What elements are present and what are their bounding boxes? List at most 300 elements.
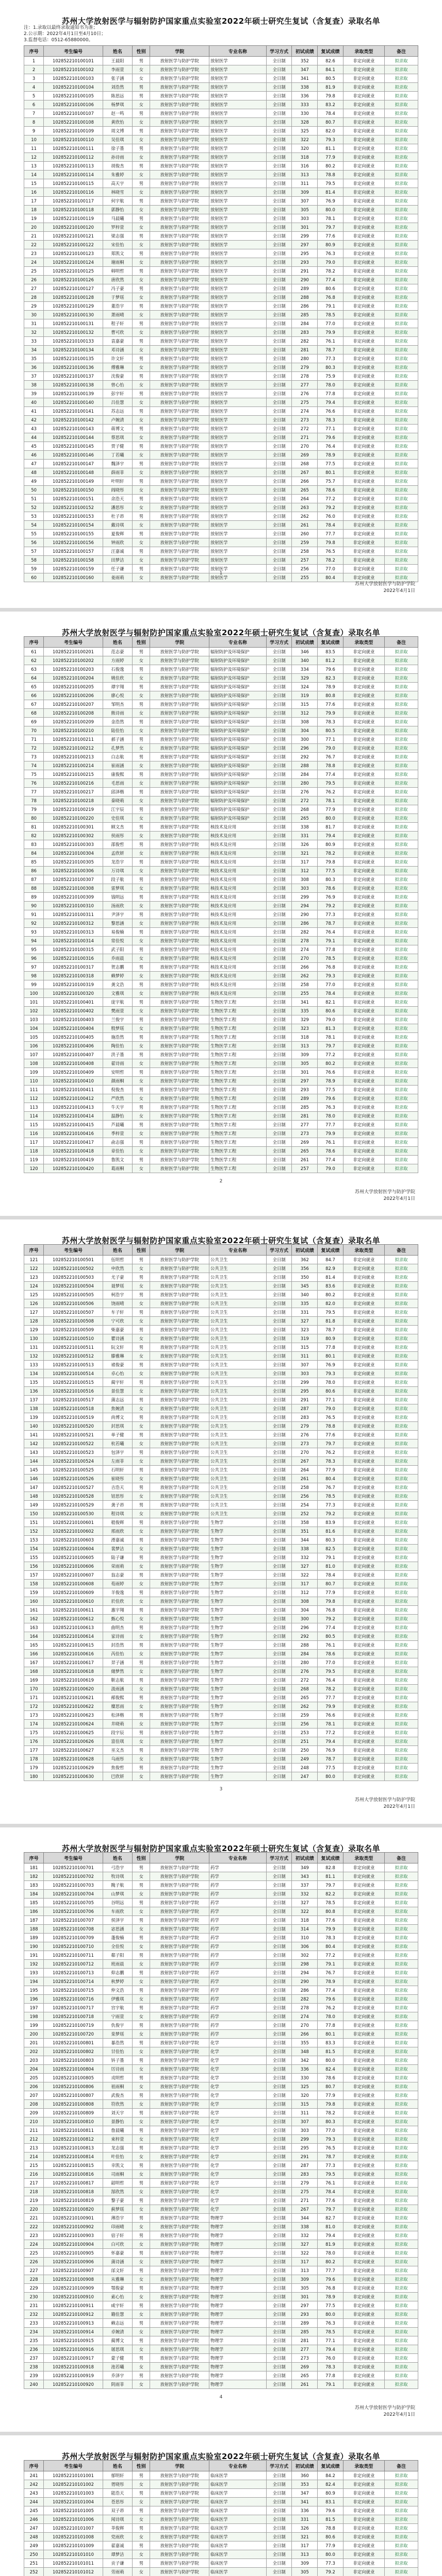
table-cell: 女 [133, 2550, 150, 2559]
table-row [24, 2249, 418, 2258]
table-cell: 放射医学与防护学院 [150, 1632, 209, 1641]
table-cell: 药学 [209, 1916, 267, 1925]
table-cell: 336 [292, 2506, 318, 2515]
table-cell: 非定向就业 [343, 1899, 384, 1907]
table-cell: 77.5 [318, 1086, 343, 1094]
table-cell: 龚文浩 [103, 980, 132, 989]
table-cell: 拟录取 [385, 2039, 418, 2047]
table-cell: 詹晨曦 [103, 2126, 132, 2135]
table-cell: 102852210100622 [44, 1702, 103, 1711]
table-row [24, 188, 418, 197]
table-body [24, 57, 418, 582]
table-cell: 306 [292, 1942, 318, 1951]
table-cell: 核技术及应用 [209, 840, 267, 849]
table-cell: 102852210100126 [44, 276, 103, 284]
table-cell: 290 [292, 910, 318, 919]
table-cell: 褚俊豪 [103, 1361, 132, 1369]
table-cell: 放射医学 [209, 83, 267, 92]
table-cell: 柴嘉豪 [103, 1326, 132, 1334]
table-cell: 放射医学 [209, 565, 267, 573]
table-cell: 102852210100611 [44, 1606, 103, 1615]
table-cell: 男 [133, 214, 150, 223]
table-cell: 非定向就业 [343, 1986, 384, 1995]
column-header: 专业名称 [209, 637, 267, 648]
table-cell: 全日制 [266, 779, 292, 788]
table-cell: 放射医学与防护学院 [150, 2161, 209, 2170]
table-cell: 77.0 [318, 980, 343, 989]
table-cell: 313 [292, 171, 318, 179]
table-cell: 放射医学与防护学院 [150, 972, 209, 980]
table-cell: 78.0 [318, 2012, 343, 2021]
table-cell: 81.9 [318, 83, 343, 92]
table-cell: 非定向就业 [343, 954, 384, 963]
table-row [24, 503, 418, 512]
table-cell: 女 [133, 972, 150, 980]
table-cell: 78.8 [318, 1422, 343, 1431]
table-cell: 全日制 [266, 109, 292, 118]
table-cell: 全日制 [266, 1632, 292, 1641]
table-cell: 非定向就业 [343, 451, 384, 460]
table-cell: 256 [292, 1492, 318, 1501]
table-cell: 77.8 [318, 945, 343, 954]
table-cell: 药学 [209, 1995, 267, 2004]
table-cell: 80.3 [318, 1536, 343, 1545]
table-cell: 145 [24, 1466, 44, 1475]
table-row [24, 451, 418, 460]
table-cell: 188 [24, 1925, 44, 1934]
table-cell: 非定向就业 [343, 1977, 384, 1986]
table-cell: 能浩天 [103, 2489, 132, 2498]
table-cell: 公共卫生 [209, 1396, 267, 1404]
table-cell: 放射医学与防护学院 [150, 1881, 209, 1890]
table-row [24, 223, 418, 232]
table-cell: 公共卫生 [209, 1510, 267, 1518]
table-cell: 放射医学与防护学院 [150, 337, 209, 346]
table-cell: 309 [292, 2275, 318, 2284]
table-cell: 非定向就业 [343, 1890, 384, 1899]
table-cell: 女 [133, 171, 150, 179]
table-cell: 338 [292, 2223, 318, 2231]
table-cell: 273 [292, 416, 318, 425]
table-cell: 非定向就业 [343, 547, 384, 556]
table-cell: 放射医学与防护学院 [150, 92, 209, 100]
table-cell: 非定向就业 [343, 1164, 384, 1173]
table-cell: 319 [292, 1334, 318, 1343]
table-cell: 77.7 [318, 530, 343, 538]
table-cell: 放射医学 [209, 486, 267, 495]
table-cell: 生物学 [209, 1527, 267, 1536]
table-cell: 男 [133, 2266, 150, 2275]
table-cell: 78.3 [318, 1457, 343, 1466]
table-cell: 杜子昂 [103, 512, 132, 521]
table-cell: 放射医学与防护学院 [150, 1907, 209, 1916]
table-cell: 102852210100804 [44, 2065, 103, 2074]
table-cell: 全日制 [266, 1606, 292, 1615]
table-cell: 276 [292, 1667, 318, 1676]
table-cell: 拟录取 [385, 512, 418, 521]
table-cell: 拟录取 [385, 1068, 418, 1077]
table-cell: 102852210100615 [44, 1641, 103, 1650]
table-row [24, 1934, 418, 1942]
table-cell: 322 [292, 2249, 318, 2258]
table-cell: 257 [292, 1164, 318, 1173]
table-cell: 非定向就业 [343, 425, 384, 433]
table-cell: 全日制 [266, 1501, 292, 1510]
table-cell: 102852210100608 [44, 1580, 103, 1588]
table-cell: 69 [24, 718, 44, 726]
table-row [24, 258, 418, 267]
table-cell: 拟录取 [385, 65, 418, 74]
table-cell: 228 [24, 2275, 44, 2284]
table-row [24, 1606, 418, 1615]
table-cell: 化学 [209, 2170, 267, 2179]
table-cell: 非定向就业 [343, 656, 384, 665]
table-cell: 荣雨萌 [103, 1562, 132, 1571]
table-cell: 放射医学与防护学院 [150, 135, 209, 144]
table-row [24, 486, 418, 495]
table-cell: 79 [24, 805, 44, 814]
table-cell: 非定向就业 [343, 2153, 384, 2161]
table-cell: 生物学 [209, 1518, 267, 1527]
table-cell: 徐子墨 [103, 144, 132, 153]
table-cell: 204 [24, 2065, 44, 2074]
table-cell: 102 [24, 1007, 44, 1015]
table-cell: 生物学 [209, 1720, 267, 1728]
table-cell: 81.0 [318, 1562, 343, 1571]
table-row [24, 805, 418, 814]
table-cell: 252 [24, 2568, 44, 2576]
table-cell: 102852210100501 [44, 1256, 103, 1264]
table-cell: 181 [24, 1863, 44, 1872]
table-cell: 266 [292, 477, 318, 486]
table-cell: 102852210100530 [44, 1510, 103, 1518]
table-cell: 77.2 [318, 1728, 343, 1737]
table-row [24, 2144, 418, 2153]
admission-table [24, 1244, 418, 1781]
table-cell: 全日制 [266, 2223, 292, 2231]
table-cell: 81.4 [318, 1273, 343, 1282]
table-cell: 拟录取 [385, 153, 418, 162]
table-cell: 321 [292, 849, 318, 858]
table-cell: 308 [292, 875, 318, 884]
table-cell: 全日制 [266, 1650, 292, 1658]
table-cell: 102852210100918 [44, 2363, 103, 2371]
table-cell: 放射医学 [209, 249, 267, 258]
table-row [24, 2328, 418, 2336]
table-cell: 全日制 [266, 700, 292, 709]
table-cell: 178 [24, 1755, 44, 1764]
table-cell: 全日制 [266, 1658, 292, 1667]
table-cell: 放射医学与防护学院 [150, 477, 209, 486]
table-cell: 非定向就业 [343, 1580, 384, 1588]
table-cell: 76.9 [318, 1746, 343, 1755]
table-cell: 严欣然 [103, 1094, 132, 1103]
table-cell: 292 [292, 1632, 318, 1641]
table-cell: 封浩然 [103, 1641, 132, 1650]
table-cell: 女 [133, 433, 150, 442]
table-cell: 全日制 [266, 232, 292, 241]
table-cell: 放射医学 [209, 57, 267, 65]
table-cell: 297 [292, 1077, 318, 1086]
table-cell: 全日制 [266, 2074, 292, 2082]
table-cell: 265 [292, 1693, 318, 1702]
table-cell: 78 [24, 796, 44, 805]
table-cell: 78.6 [318, 2074, 343, 2082]
table-cell: 62 [24, 656, 44, 665]
table-cell: 非定向就业 [343, 179, 384, 188]
table-cell: 拟录取 [385, 538, 418, 547]
table-cell: 全日制 [266, 910, 292, 919]
table-cell: 放射医学与防护学院 [150, 2135, 209, 2144]
table-cell: 放射医学与防护学院 [150, 1693, 209, 1702]
table-cell: 102852210100812 [44, 2135, 103, 2144]
table-cell: 宁雨萱 [103, 2012, 132, 2021]
table-cell: 80.5 [318, 74, 343, 83]
table-cell: 男 [133, 179, 150, 188]
table-cell: 209 [24, 2109, 44, 2117]
table-cell: 洪子墨 [103, 1050, 132, 1059]
table-cell: 饶雨晴 [103, 1299, 132, 1308]
table-cell: 293 [292, 1086, 318, 1094]
table-row [24, 346, 418, 354]
table-cell: 324 [292, 683, 318, 691]
table-cell: 放射医学与防护学院 [150, 2541, 209, 2550]
table-cell: 95 [24, 945, 44, 954]
table-cell: 放射医学与防护学院 [150, 65, 209, 74]
table-cell: 非定向就业 [343, 1650, 384, 1658]
table-row [24, 691, 418, 700]
table-cell: 270 [292, 2021, 318, 2030]
table-cell: 拟录取 [385, 2489, 418, 2498]
table-cell: 79.5 [318, 2170, 343, 2179]
table-row [24, 1483, 418, 1492]
table-cell: 102852210100813 [44, 2144, 103, 2153]
column-header: 备注 [385, 46, 418, 57]
table-cell: 拟录取 [385, 2205, 418, 2214]
table-cell: 放射医学与防护学院 [150, 2126, 209, 2135]
table-cell: 77.0 [318, 565, 343, 573]
table-cell: 非定向就业 [343, 1448, 384, 1457]
table-cell: 270 [292, 1448, 318, 1457]
table-cell: 102852210100409 [44, 1068, 103, 1077]
table-cell: 102852210101004 [44, 2498, 103, 2506]
table-cell: 80.1 [318, 1352, 343, 1361]
table-cell: 全日制 [266, 1562, 292, 1571]
table-cell: 贾子健 [103, 442, 132, 451]
table-cell: 4 [24, 83, 44, 92]
table-cell: 非定向就业 [343, 2568, 384, 2576]
table-cell: 放射医学与防护学院 [150, 919, 209, 928]
table-cell: 江宇辰 [103, 805, 132, 814]
table-cell: 123 [24, 1273, 44, 1282]
table-cell: 78.4 [318, 989, 343, 998]
table-cell: 拟录取 [385, 1772, 418, 1781]
table-cell: 314 [292, 1925, 318, 1934]
table-cell: 蒲诗涵 [103, 2258, 132, 2266]
table-cell: 生物医学工程 [209, 1059, 267, 1068]
table-cell: 拟录取 [385, 398, 418, 407]
table-row [24, 197, 418, 206]
table-cell: 80.6 [318, 1387, 343, 1396]
table-cell: 309 [292, 2559, 318, 2568]
table-cell: 108 [24, 1059, 44, 1068]
table-cell: 219 [24, 2196, 44, 2205]
table-cell: 段子航 [103, 875, 132, 884]
table-cell: 96 [24, 954, 44, 963]
table-cell: 放射医学与防护学院 [150, 1475, 209, 1483]
table-cell: 77.0 [318, 1658, 343, 1667]
table-cell: 班雨晨 [103, 1960, 132, 1969]
table-cell: 102852210100310 [44, 902, 103, 910]
table-cell: 102852210100103 [44, 74, 103, 83]
column-header: 专业名称 [209, 46, 267, 57]
table-cell: 78.6 [318, 884, 343, 893]
table-cell: 102852210100145 [44, 442, 103, 451]
table-cell: 生物学 [209, 1632, 267, 1641]
table-cell: 男 [133, 1518, 150, 1527]
table-cell: 338 [292, 83, 318, 92]
table-cell: 全日制 [266, 468, 292, 477]
table-cell: 黎子豪 [103, 2196, 132, 2205]
table-cell: 78.1 [318, 796, 343, 805]
table-cell: 甘佳怡 [103, 2047, 132, 2056]
table-row [24, 2231, 418, 2240]
table-cell: 全日制 [266, 1925, 292, 1934]
table-cell: 318 [292, 1033, 318, 1042]
table-cell: 女 [133, 486, 150, 495]
table-cell: 化学 [209, 2091, 267, 2100]
table-cell: 拟录取 [385, 1387, 418, 1396]
table-row [24, 2047, 418, 2056]
table-cell: 非定向就业 [343, 565, 384, 573]
table-cell: 34 [24, 346, 44, 354]
table-row [24, 1702, 418, 1711]
table-cell: 乔泽宇 [103, 2371, 132, 2380]
table-cell: 公共卫生 [209, 1352, 267, 1361]
table-cell: 81.1 [318, 144, 343, 153]
table-cell: 男 [133, 1015, 150, 1024]
table-cell: 280 [292, 354, 318, 363]
table-cell: 药学 [209, 1899, 267, 1907]
document-page-4 [0, 1824, 442, 2432]
table-cell: 拟录取 [385, 2223, 418, 2231]
table-cell: 102852210100610 [44, 1597, 103, 1606]
table-cell: 77.5 [318, 2301, 343, 2310]
table-cell: 102852210100210 [44, 726, 103, 735]
table-cell: 女 [133, 2345, 150, 2354]
table-cell: 非定向就业 [343, 311, 384, 319]
table-cell: 女 [133, 1597, 150, 1606]
table-cell: 265 [292, 2371, 318, 2380]
table-cell: 邰文轩 [103, 2266, 132, 2275]
table-cell: 全日制 [266, 919, 292, 928]
table-cell: 255 [292, 989, 318, 998]
table-cell: 285 [292, 311, 318, 319]
table-cell: 326 [292, 840, 318, 849]
table-cell: 放射医学与防护学院 [150, 1545, 209, 1553]
table-cell: 拟录取 [385, 1658, 418, 1667]
table-cell: 女 [133, 416, 150, 425]
table-row [24, 928, 418, 937]
table-cell: 18 [24, 206, 44, 214]
table-cell: 放射医学 [209, 354, 267, 363]
table-cell: 26 [24, 276, 44, 284]
table-row [24, 2196, 418, 2205]
table-cell: 放射医学与防护学院 [150, 223, 209, 232]
table-cell: 物理学 [209, 2293, 267, 2301]
table-cell: 放射医学与防护学院 [150, 832, 209, 840]
table-cell: 非定向就业 [343, 2170, 384, 2179]
table-cell: 78.2 [318, 2109, 343, 2117]
table-cell: 102852210100801 [44, 2039, 103, 2047]
table-cell: 239 [24, 2371, 44, 2380]
table-cell: 女 [133, 1164, 150, 1173]
table-cell: 102852210100705 [44, 1899, 103, 1907]
table-cell: 301 [292, 2293, 318, 2301]
table-cell: 非定向就业 [343, 372, 384, 381]
table-cell: 放射医学与防护学院 [150, 398, 209, 407]
table-cell: 79.6 [318, 1995, 343, 2004]
table-cell: 312 [292, 1588, 318, 1597]
table-cell: 乔雨晨 [103, 954, 132, 963]
table-cell: 女 [133, 1094, 150, 1103]
table-cell: 放射医学 [209, 100, 267, 109]
table-cell: 拟录取 [385, 1308, 418, 1317]
table-cell: 102852210100820 [44, 2205, 103, 2214]
table-cell: 102852210100908 [44, 2275, 103, 2284]
table-cell: 非定向就业 [343, 389, 384, 398]
table-cell: 公共卫生 [209, 1387, 267, 1396]
table-cell: 138 [24, 1404, 44, 1413]
table-cell: 77.6 [318, 1916, 343, 1925]
table-cell: 332 [292, 1553, 318, 1562]
table-row [24, 407, 418, 416]
table-cell: 放射医学与防护学院 [150, 1387, 209, 1396]
table-cell: 全日制 [266, 2498, 292, 2506]
table-cell: 核技术及应用 [209, 954, 267, 963]
table-cell: 鄂俊豪 [103, 2284, 132, 2293]
table-cell: 女 [133, 2258, 150, 2266]
table-cell: 213 [24, 2144, 44, 2153]
table-cell: 男 [133, 700, 150, 709]
table-cell: 102852210100917 [44, 2354, 103, 2363]
table-cell: 78.8 [318, 761, 343, 770]
table-cell: 全日制 [266, 1308, 292, 1317]
table-cell: 340 [292, 656, 318, 665]
table-cell: 非定向就业 [343, 433, 384, 442]
table-cell: 79.7 [318, 2205, 343, 2214]
table-row [24, 1881, 418, 1890]
table-cell: 318 [292, 153, 318, 162]
table-cell: 储梦然 [103, 1667, 132, 1676]
table-cell: 341 [292, 2498, 318, 2506]
table-cell: 邴俊熙 [103, 1693, 132, 1702]
table-cell: 全日制 [266, 503, 292, 512]
table-cell: 女 [133, 2012, 150, 2021]
table-cell: 65 [24, 683, 44, 691]
table-cell: 362 [292, 1256, 318, 1264]
table-cell: 262 [292, 972, 318, 980]
table-cell: 118 [24, 1147, 44, 1156]
table-cell: 非定向就业 [343, 1728, 384, 1737]
table-cell: 临床医学 [209, 2533, 267, 2541]
table-cell: 陆佳怡 [103, 726, 132, 735]
table-cell: 77.9 [318, 153, 343, 162]
table-cell: 50 [24, 486, 44, 495]
table-cell: 102852210100125 [44, 267, 103, 276]
table-cell: 拟录取 [385, 2161, 418, 2170]
table-row [24, 1387, 418, 1396]
